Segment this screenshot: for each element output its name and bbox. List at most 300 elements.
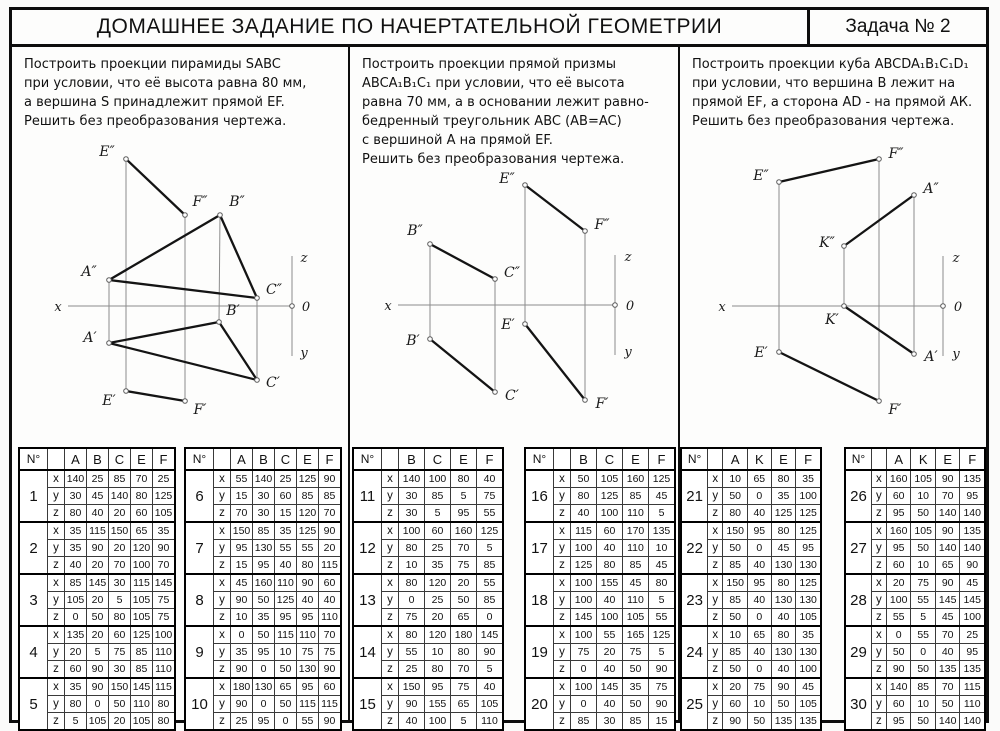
table-cell: 140 [960,713,985,731]
table-cell: 100 [796,488,821,505]
table-cell: 40 [597,540,623,557]
table-cell: 0 [748,488,772,505]
table-cell: y [214,696,231,713]
table-cell: 35 [796,470,821,488]
table-cell: 45 [87,488,109,505]
table-cell: 80 [399,626,425,644]
table-cell: 125 [649,626,676,644]
table-cell: z [48,505,65,523]
table-cell: x [214,522,231,540]
table-cell: F [796,448,821,470]
table-cell: 135 [960,522,985,540]
table-cell: 65 [275,678,297,696]
table-cell: y [871,592,886,609]
table-cell [382,448,399,470]
edge-line [126,159,185,215]
table-cell: 5 [649,505,676,523]
table-header-row [845,448,985,470]
table-row [353,574,503,592]
table-cell: 40 [597,592,623,609]
table-cell: 125 [649,470,676,488]
table-cell: x [708,574,723,592]
table-cell: 140 [399,470,425,488]
table-cell: E [451,448,477,470]
point-label: F′ [193,402,207,418]
table-cell: 125 [131,626,153,644]
axis-label: x [54,300,62,315]
point-label: B′ [226,303,240,319]
table-cell: y [382,696,399,713]
table-row [185,470,341,488]
table-cell: 80 [771,574,796,592]
table-cell: 105 [477,696,504,713]
table-cell: 17 [525,522,554,574]
table-cell: C [275,448,297,470]
table-cell: C [109,448,131,470]
table-cell: 50 [911,713,936,731]
table-cell: 145 [477,626,504,644]
table-cell: 80 [399,540,425,557]
table-cell: 105 [65,592,87,609]
table-cell: z [382,713,399,731]
table-cell: 40 [319,592,342,609]
table-cell: 55 [477,574,504,592]
table-cell: 35 [231,644,253,661]
table-cell: 30 [597,713,623,731]
table-cell: 60 [109,626,131,644]
edge-line [109,343,257,380]
table-cell: 50 [253,626,275,644]
table-cell: 5 [451,713,477,731]
problem-line: при условии, что вершина B лежит на [692,76,956,91]
table-cell: 5 [87,644,109,661]
table-cell: 70 [131,470,153,488]
column-pyramid-problem [12,47,350,727]
table-cell: 60 [425,522,451,540]
table-cell: 160 [623,470,649,488]
variant-table-21-25 [680,447,822,731]
table-cell: N° [185,448,214,470]
table-cell: 125 [796,522,821,540]
table-cell: 80 [297,557,319,575]
tables-row-1 [12,447,348,731]
table-cell: 35 [796,626,821,644]
table-cell: 20 [87,626,109,644]
table-cell: y [382,592,399,609]
table-cell: 55 [597,626,623,644]
table-cell: 21 [681,470,708,522]
table-cell: 40 [748,505,772,523]
table-row [681,626,821,644]
table-cell: 75 [451,678,477,696]
table-cell: 25 [425,592,451,609]
table-cell: 110 [319,609,342,627]
table-cell: 110 [153,661,176,679]
table-cell: 90 [399,696,425,713]
table-cell: 105 [597,470,623,488]
table-cell: 85 [623,557,649,575]
table-cell: 0 [886,626,911,644]
table-cell: F [477,448,504,470]
table-cell: 140 [960,540,985,557]
table-row [353,522,503,540]
table-cell: 10 [723,626,748,644]
table-cell: 115 [131,574,153,592]
point-marker [124,157,129,162]
table-cell: 85 [131,644,153,661]
axis-label: x [384,299,392,314]
table-row [185,626,341,644]
table-cell: 40 [399,713,425,731]
table-cell: 60 [723,696,748,713]
table-cell: 155 [597,574,623,592]
table-cell: 45 [960,574,985,592]
table-row [845,574,985,592]
table-cell: 35 [65,522,87,540]
problem-line: Построить проекции прямой призмы [362,57,617,72]
table-cell: 75 [319,644,342,661]
table-cell: A [886,448,911,470]
point-label: F′ [595,396,609,412]
table-cell: x [871,574,886,592]
table-cell: N° [19,448,48,470]
table-cell: K [911,448,936,470]
table-cell: z [214,713,231,731]
table-cell: 40 [65,557,87,575]
table-cell: 60 [886,488,911,505]
table-cell: 55 [297,713,319,731]
table-cell: 80 [451,644,477,661]
table-cell: 80 [771,470,796,488]
table-cell: 70 [451,540,477,557]
table-cell: 35 [771,488,796,505]
table-cell: 125 [796,574,821,592]
header [12,10,986,47]
table-cell: x [382,522,399,540]
table-cell: 0 [571,661,597,679]
table-cell: 90 [231,592,253,609]
table-cell: 125 [297,522,319,540]
table-header-row [525,448,675,470]
point-marker [877,399,882,404]
table-cell: 15 [231,488,253,505]
point-marker [583,398,588,403]
table-cell: 55 [399,644,425,661]
table-cell: 80 [723,505,748,523]
table-row [525,626,675,644]
table-cell: 85 [723,557,748,575]
table-row [19,626,175,644]
table-cell: y [214,644,231,661]
table-cell: z [48,713,65,731]
table-cell: 5 [477,661,504,679]
table-cell: 70 [935,678,960,696]
table-cell: 115 [153,678,176,696]
table-row [845,678,985,696]
table-cell: 65 [748,470,772,488]
table-row [681,522,821,540]
table-cell: 120 [425,574,451,592]
problem-line: Решить без преобразования чертежа. [692,114,955,129]
edge-line [525,324,585,400]
table-cell: 40 [748,644,772,661]
table-cell [708,448,723,470]
problem-line: Построить проекции пирамиды SABC [24,57,281,72]
table-row [525,574,675,592]
table-cell: 15 [231,557,253,575]
table-cell: 40 [275,557,297,575]
table-cell: N° [525,448,554,470]
table-cell: 120 [131,540,153,557]
table-cell: 80 [571,488,597,505]
table-cell: 5 [649,644,676,661]
table-cell: 95 [451,505,477,523]
table-cell: 75 [911,574,936,592]
table-cell: 0 [275,713,297,731]
table-cell: 95 [960,488,985,505]
table-cell: 150 [109,678,131,696]
table-cell: 135 [65,626,87,644]
table-cell: 90 [231,661,253,679]
table-row [185,678,341,696]
table-cell: 50 [109,696,131,713]
table-row [525,678,675,696]
table-cell: 5 [911,609,936,627]
table-cell: 100 [571,678,597,696]
table-cell: 60 [319,678,342,696]
table-cell: 115 [960,678,985,696]
table-header-row [353,448,503,470]
table-cell: 130 [771,592,796,609]
table-cell: 145 [87,574,109,592]
axis-label: 0 [953,300,963,315]
table-cell: 15 [353,678,382,730]
table-cell: 10 [399,557,425,575]
point-marker [124,389,129,394]
table-cell: 5 [477,540,504,557]
table-cell: z [48,661,65,679]
table-cell: 3 [19,574,48,626]
table-cell: 110 [153,644,176,661]
table-cell: 80 [451,470,477,488]
table-cell: C [597,448,623,470]
table-cell: 0 [748,609,772,627]
table-cell: 45 [649,557,676,575]
table-cell: 125 [297,470,319,488]
point-marker [842,244,847,249]
table-cell: 20 [87,557,109,575]
point-label: C″ [266,282,282,298]
table-cell: 65 [451,696,477,713]
table-cell: 70 [231,505,253,523]
table-cell: 30 [399,488,425,505]
table-cell: 110 [477,713,504,731]
table-cell: 0 [748,540,772,557]
point-marker [107,341,112,346]
table-cell: 90 [87,661,109,679]
table-cell: 115 [87,522,109,540]
table-cell: 65 [935,557,960,575]
edge-line [525,185,585,231]
table-cell: 55 [231,470,253,488]
table-cell: 90 [153,540,176,557]
variant-table-16-20 [524,447,676,731]
table-cell: 6 [185,470,214,522]
table-cell: 85 [723,644,748,661]
prism-projection-drawing [352,161,647,417]
table-cell: z [382,609,399,627]
table-cell: 75 [297,644,319,661]
table-cell: 135 [796,713,821,731]
table-cell: 55 [649,609,676,627]
table-cell: 50 [911,540,936,557]
point-marker [523,183,528,188]
table-cell: z [554,713,571,731]
table-cell: x [214,678,231,696]
table-cell: z [48,557,65,575]
table-cell: z [871,661,886,679]
table-cell: B [571,448,597,470]
table-cell: 25 [681,678,708,730]
table-cell: 24 [681,626,708,678]
table-cell: 90 [649,661,676,679]
table-cell: 80 [597,557,623,575]
axis-label: z [952,251,960,266]
problem-line: прямой EF, а сторона AD - на прямой АК. [692,95,973,110]
table-cell: x [708,522,723,540]
point-label: E″ [99,144,115,160]
table-cell: 140 [935,505,960,523]
point-marker [912,193,917,198]
table-cell: 90 [319,470,342,488]
table-cell: 95 [960,644,985,661]
table-cell: 10 [911,696,936,713]
table-cell: E [131,448,153,470]
table-cell: 75 [399,609,425,627]
table-cell: A [65,448,87,470]
table-cell: 95 [297,678,319,696]
table-cell: 20 [109,713,131,731]
table-cell: 135 [960,661,985,679]
column-cube-problem [680,47,986,727]
table-cell: 100 [571,592,597,609]
table-cell: 19 [525,626,554,678]
problem-line: бедренный треугольник ABC (AB=AC) [362,114,622,129]
table-cell: 150 [399,678,425,696]
table-cell: 115 [319,696,342,713]
table-cell: 80 [771,522,796,540]
table-cell: 65 [748,626,772,644]
point-marker [777,350,782,355]
table-cell: 30 [253,488,275,505]
table-cell: 40 [748,592,772,609]
table-cell: 90 [935,522,960,540]
point-label: B″ [229,194,245,210]
table-cell [554,448,571,470]
table-cell: 160 [886,522,911,540]
table-cell: 12 [353,522,382,574]
point-marker [493,390,498,395]
point-marker [912,352,917,357]
table-cell: F [319,448,342,470]
table-cell: 85 [477,592,504,609]
table-cell: 100 [597,609,623,627]
problem-line: при условии, что её высота равна 80 мм, [24,76,307,91]
table-cell: 70 [451,661,477,679]
table-row [353,470,503,488]
table-cell: 70 [935,488,960,505]
edge-line [779,159,879,182]
table-cell: 95 [253,713,275,731]
table-cell: 135 [649,522,676,540]
table-cell: 10 [911,557,936,575]
table-cell: y [871,540,886,557]
table-cell: 105 [911,522,936,540]
table-cell: 130 [796,557,821,575]
table-cell: y [871,644,886,661]
table-cell: 5 [649,592,676,609]
table-cell: 140 [886,678,911,696]
table-cell: 40 [597,661,623,679]
table-cell: 75 [109,644,131,661]
table-cell: y [48,540,65,557]
table-cell: y [708,540,723,557]
edge-line [779,352,879,401]
table-cell: 100 [425,470,451,488]
table-cell: 45 [649,488,676,505]
table-cell: 100 [153,626,176,644]
drawing-area-1 [22,143,322,430]
table-cell: 110 [131,696,153,713]
table-cell: 160 [253,574,275,592]
table-cell: 100 [597,505,623,523]
page-title: ДОМАШНЕЕ ЗАДАНИЕ ПО НАЧЕРТАТЕЛЬНОЙ ГЕОМЕТРИИ [96,15,723,38]
worksheet [9,7,989,727]
origin-marker [613,303,618,308]
edge-line [126,391,185,401]
table-cell: 50 [723,488,748,505]
point-label: C′ [266,375,280,391]
table-cell: 105 [87,713,109,731]
table-cell: 130 [771,557,796,575]
table-cell [214,448,231,470]
table-cell: x [554,626,571,644]
table-cell: x [708,678,723,696]
table-cell: F [649,448,676,470]
table-cell: B [253,448,275,470]
table-cell: 50 [623,696,649,713]
table-cell: 50 [771,696,796,713]
point-label: A″ [923,181,939,197]
table-cell: 145 [131,678,153,696]
table-cell: 9 [185,626,214,678]
variant-table-6-10 [184,447,342,731]
table-cell: y [554,592,571,609]
table-cell: 135 [771,713,796,731]
table-cell: 100 [425,713,451,731]
table-cell: 55 [477,505,504,523]
table-cell: 50 [748,713,772,731]
table-cell: 65 [131,522,153,540]
table-cell: 145 [153,574,176,592]
table-cell: 65 [451,609,477,627]
table-cell: 20 [525,678,554,730]
table-cell: 75 [649,678,676,696]
table-cell: 50 [275,661,297,679]
point-marker [255,296,260,301]
table-cell: 105 [911,470,936,488]
table-cell: 120 [425,626,451,644]
